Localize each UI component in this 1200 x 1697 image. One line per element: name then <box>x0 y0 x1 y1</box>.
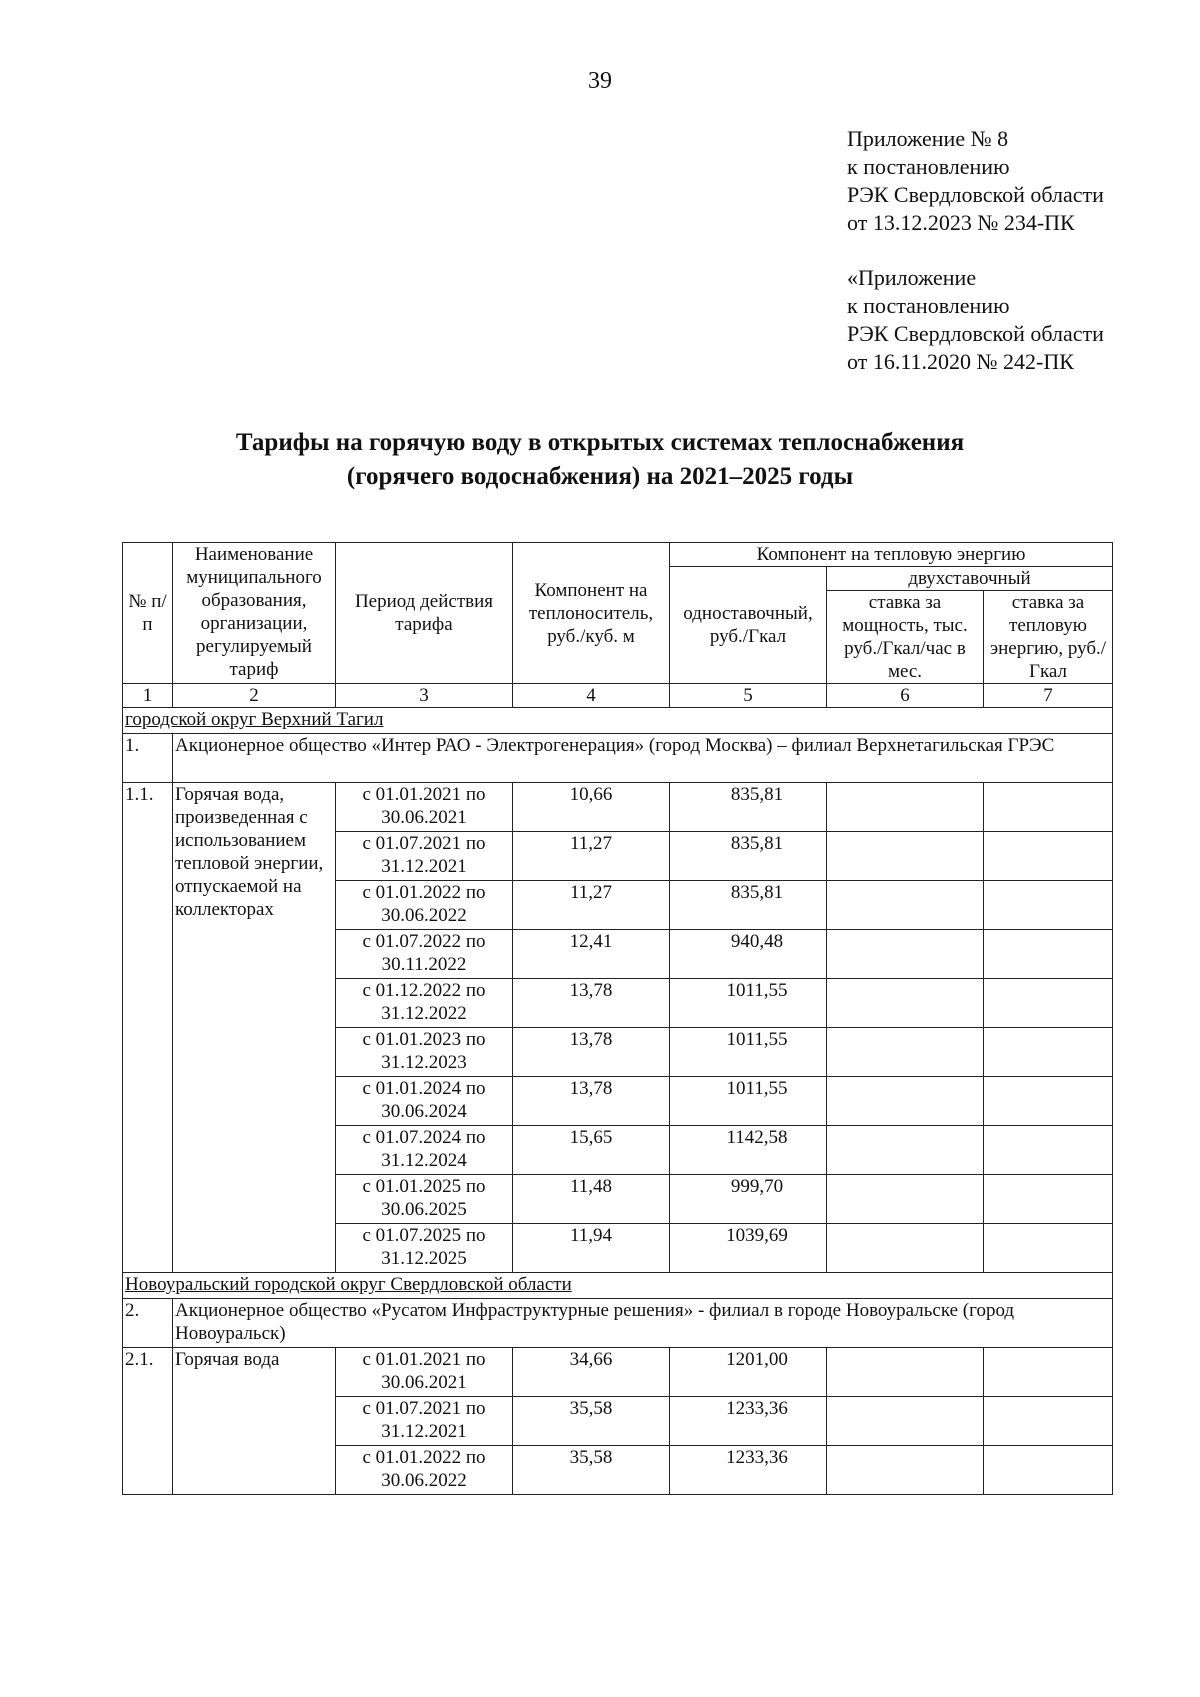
column-number: 1 <box>123 684 173 708</box>
single-rate-cell: 940,48 <box>670 930 827 979</box>
capacity-cell <box>827 1077 984 1126</box>
column-numbers-row <box>123 684 1113 708</box>
carrier-cell: 11,48 <box>513 1175 670 1224</box>
header-num: № п/п <box>123 543 173 684</box>
single-rate-cell: 1011,55 <box>670 1077 827 1126</box>
single-rate-cell: 1011,55 <box>670 1028 827 1077</box>
organization-row <box>123 734 1113 783</box>
energy-cell <box>984 1446 1113 1495</box>
column-number: 4 <box>513 684 670 708</box>
period-cell: с 01.01.2021 по 30.06.2021 <box>336 783 513 832</box>
column-number: 6 <box>827 684 984 708</box>
appendix-original-line1: «Приложение <box>847 265 977 290</box>
energy-cell <box>984 1077 1113 1126</box>
header-period: Период действия тарифа <box>336 543 513 684</box>
period-cell: с 01.07.2021 по 31.12.2021 <box>336 1397 513 1446</box>
energy-cell <box>984 1126 1113 1175</box>
appendix-current-line4: от 13.12.2023 № 234-ПК <box>847 210 1075 235</box>
period-cell: с 01.07.2025 по 31.12.2025 <box>336 1224 513 1273</box>
title-line2: (горячего водоснабжения) на 2021–2025 годы <box>346 463 854 490</box>
header-name: Наименование муниципального образования, организации, регулируемый тариф <box>173 543 336 684</box>
tariff-table <box>122 542 1113 1495</box>
header-carrier: Компонент на теплоноситель, руб./куб. м <box>513 543 670 684</box>
item-name: Горячая вода <box>173 1348 336 1495</box>
single-rate-cell: 1039,69 <box>670 1224 827 1273</box>
carrier-cell: 11,27 <box>513 832 670 881</box>
table-body <box>123 708 1113 1495</box>
period-cell: с 01.12.2022 по 31.12.2022 <box>336 979 513 1028</box>
period-cell: с 01.01.2022 по 30.06.2022 <box>336 1446 513 1495</box>
item-number: 2.1. <box>123 1348 173 1495</box>
carrier-cell: 11,27 <box>513 881 670 930</box>
document-title <box>0 426 1200 494</box>
appendix-current-line3: РЭК Свердловской области <box>847 182 1104 207</box>
capacity-cell <box>827 1028 984 1077</box>
energy-cell <box>984 1348 1113 1397</box>
header-single: одноставочный, руб./Гкал <box>670 567 827 684</box>
capacity-cell <box>827 1224 984 1273</box>
organization-name: Акционерное общество «Русатом Инфраструктурные решения» - филиал в городе Новоуральске (город Новоуральск) <box>173 1299 1113 1348</box>
capacity-cell <box>827 832 984 881</box>
period-cell: с 01.01.2023 по 31.12.2023 <box>336 1028 513 1077</box>
capacity-cell <box>827 1175 984 1224</box>
carrier-cell: 12,41 <box>513 930 670 979</box>
single-rate-cell: 1233,36 <box>670 1446 827 1495</box>
carrier-cell: 34,66 <box>513 1348 670 1397</box>
period-cell: с 01.07.2022 по 30.11.2022 <box>336 930 513 979</box>
single-rate-cell: 1011,55 <box>670 979 827 1028</box>
carrier-cell: 13,78 <box>513 1077 670 1126</box>
period-cell: с 01.01.2024 по 30.06.2024 <box>336 1077 513 1126</box>
capacity-cell <box>827 1397 984 1446</box>
appendix-original-line2: к постановлению <box>847 293 1010 318</box>
carrier-cell: 13,78 <box>513 1028 670 1077</box>
capacity-cell <box>827 930 984 979</box>
energy-cell <box>984 783 1113 832</box>
appendix-original-line4: от 16.11.2020 № 242-ПК <box>847 349 1074 374</box>
carrier-cell: 35,58 <box>513 1397 670 1446</box>
table-row <box>123 783 1113 832</box>
period-cell: с 01.01.2021 по 30.06.2021 <box>336 1348 513 1397</box>
single-rate-cell: 835,81 <box>670 783 827 832</box>
header-capacity: ставка за мощность, тыс. руб./Гкал/час в мес. <box>827 591 984 684</box>
section-title: городской округ Верхний Тагил <box>123 708 1113 734</box>
carrier-cell: 10,66 <box>513 783 670 832</box>
period-cell: с 01.07.2021 по 31.12.2021 <box>336 832 513 881</box>
period-cell: с 01.07.2024 по 31.12.2024 <box>336 1126 513 1175</box>
appendix-current-block <box>847 125 1104 237</box>
header-double: двухставочный <box>827 567 1113 591</box>
table-row <box>123 1348 1113 1397</box>
energy-cell <box>984 930 1113 979</box>
column-number: 2 <box>173 684 336 708</box>
single-rate-cell: 835,81 <box>670 881 827 930</box>
single-rate-cell: 1233,36 <box>670 1397 827 1446</box>
capacity-cell <box>827 979 984 1028</box>
capacity-cell <box>827 783 984 832</box>
single-rate-cell: 835,81 <box>670 832 827 881</box>
page-number: 39 <box>588 68 612 94</box>
energy-cell <box>984 832 1113 881</box>
single-rate-cell: 1142,58 <box>670 1126 827 1175</box>
energy-cell <box>984 1028 1113 1077</box>
energy-cell <box>984 1397 1113 1446</box>
capacity-cell <box>827 1348 984 1397</box>
column-number: 7 <box>984 684 1113 708</box>
period-cell: с 01.01.2025 по 30.06.2025 <box>336 1175 513 1224</box>
carrier-cell: 11,94 <box>513 1224 670 1273</box>
energy-cell <box>984 1175 1113 1224</box>
single-rate-cell: 1201,00 <box>670 1348 827 1397</box>
capacity-cell <box>827 1126 984 1175</box>
section-row <box>123 1273 1113 1299</box>
energy-cell <box>984 1224 1113 1273</box>
energy-cell <box>984 881 1113 930</box>
carrier-cell: 35,58 <box>513 1446 670 1495</box>
carrier-cell: 15,65 <box>513 1126 670 1175</box>
capacity-cell <box>827 1446 984 1495</box>
organization-number: 1. <box>123 734 173 783</box>
single-rate-cell: 999,70 <box>670 1175 827 1224</box>
carrier-cell: 13,78 <box>513 979 670 1028</box>
column-number: 5 <box>670 684 827 708</box>
appendix-original-block <box>847 264 1104 376</box>
item-name: Горячая вода, произведенная с использованием тепловой энергии, отпускаемой на коллекторах <box>173 783 336 1273</box>
energy-cell <box>984 979 1113 1028</box>
appendix-original-line3: РЭК Свердловской области <box>847 321 1104 346</box>
header-thermal: Компонент на тепловую энергию <box>670 543 1113 567</box>
organization-name: Акционерное общество «Интер РАО - Электрогенерация» (город Москва) – филиал Верхнетагильская ГРЭС <box>173 734 1113 783</box>
column-number: 3 <box>336 684 513 708</box>
organization-row <box>123 1299 1113 1348</box>
organization-number: 2. <box>123 1299 173 1348</box>
appendix-current-line1: Приложение № 8 <box>847 126 1009 151</box>
appendix-current-line2: к постановлению <box>847 154 1010 179</box>
section-title: Новоуральский городской округ Свердловской области <box>123 1273 1113 1299</box>
title-line1: Тарифы на горячую воду в открытых системах теплоснабжения <box>235 429 965 456</box>
item-number: 1.1. <box>123 783 173 1273</box>
capacity-cell <box>827 881 984 930</box>
header-energy: ставка за тепловую энергию, руб./Гкал <box>984 591 1113 684</box>
period-cell: с 01.01.2022 по 30.06.2022 <box>336 881 513 930</box>
section-row <box>123 708 1113 734</box>
